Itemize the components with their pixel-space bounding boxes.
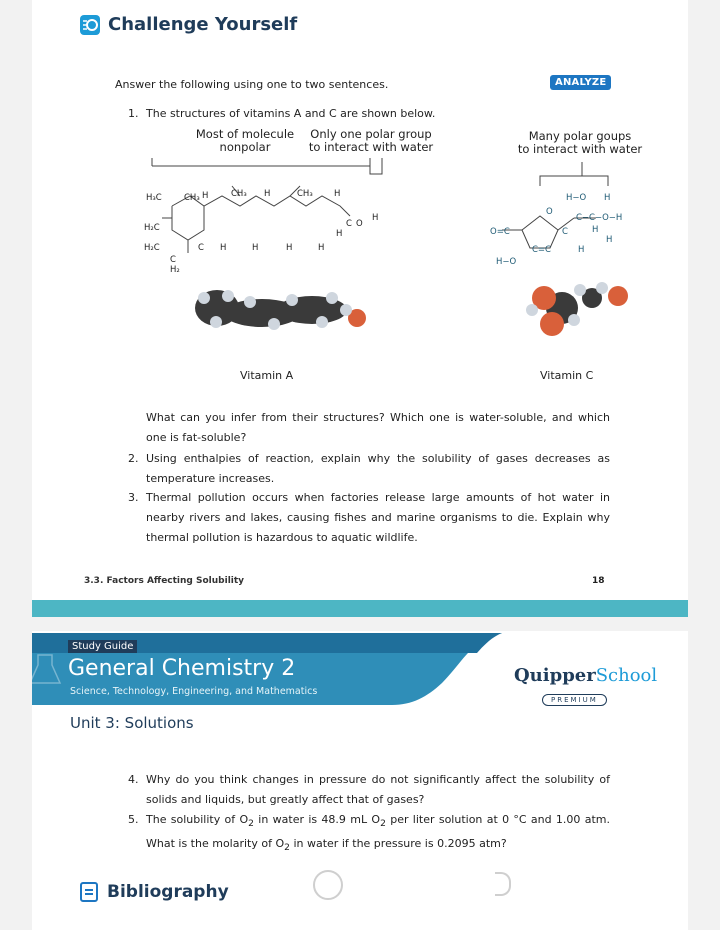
premium-badge: PREMIUM [542, 694, 607, 706]
question-text: Using enthalpies of reaction, explain why the solubility of gases decreases as temperature increases. [146, 452, 610, 485]
svg-text:H: H [202, 191, 209, 201]
footer-section: 3.3. Factors Affecting Solubility [84, 576, 245, 586]
svg-text:H: H [372, 213, 379, 223]
svg-text:C−C−O−H: C−C−O−H [576, 213, 623, 223]
svg-text:H−O: H−O [566, 193, 587, 203]
question-2 [128, 449, 610, 489]
label-one-polar: Only one polar group to interact with water [308, 127, 434, 154]
study-guide-tag: Study Guide [68, 640, 137, 653]
svg-text:H₂: H₂ [170, 265, 180, 275]
page-divider [32, 600, 688, 617]
svg-text:H: H [220, 243, 227, 253]
label-many-polar: Many polar goups to interact with water [517, 129, 643, 156]
question-text: The structures of vitamins A and C are shown below. [146, 107, 436, 120]
svg-text:H: H [264, 189, 271, 199]
page-number: 18 [592, 576, 605, 586]
question-1-followup: What can you infer from their structures? Which one is water-soluble, and which one is fat-soluble? [146, 411, 610, 444]
section-header [80, 14, 297, 35]
instruction-text: Answer the following using one to two sentences. [115, 78, 389, 91]
svg-text:H₂C: H₂C [144, 243, 160, 253]
svg-text:H: H [578, 245, 585, 255]
svg-text:O: O [546, 207, 553, 217]
vitamin-a-model [195, 290, 366, 330]
bibliography-title: Bibliography [107, 882, 229, 902]
book-icon [80, 882, 98, 902]
svg-text:H: H [318, 243, 325, 253]
question-3 [128, 488, 610, 548]
svg-text:O=C: O=C [490, 227, 510, 237]
svg-text:C: C [562, 227, 568, 237]
page-gap [32, 617, 688, 631]
svg-text:CH₃: CH₃ [231, 189, 247, 199]
svg-text:H₃C: H₃C [146, 193, 162, 203]
svg-text:H: H [336, 229, 343, 239]
question-text: The solubility of $O_2$ in water is 48.9 mL $O_2$ per liter solution at 0 °C and 1.00 atm. What is the molarity of $O_2$ in water if the pressure is 0.2095 atm? [146, 813, 611, 854]
analyze-badge: ANALYZE [550, 75, 611, 90]
svg-text:H: H [606, 235, 613, 245]
bibliography-header [80, 882, 229, 902]
question-number: 1. [128, 107, 139, 120]
svg-text:H: H [286, 243, 293, 253]
course-subtitle: Science, Technology, Engineering, and Mathematics [70, 686, 318, 697]
question-number: 2. [128, 452, 139, 465]
svg-text:O: O [356, 219, 363, 229]
svg-text:H: H [592, 225, 599, 235]
vitamin-c-model [526, 282, 628, 336]
vitamin-c-label: Vitamin C [540, 369, 594, 382]
vitamin-c-structure [462, 158, 642, 343]
document-page [32, 0, 688, 930]
challenge-icon [80, 15, 100, 35]
svg-text:C: C [170, 255, 176, 265]
svg-text:C: C [198, 243, 204, 253]
question-number: 5. [128, 813, 139, 826]
vitamin-a-structure [132, 158, 392, 343]
section-title: Challenge Yourself [108, 14, 298, 35]
question-4 [128, 770, 610, 810]
svg-text:H−O: H−O [496, 257, 517, 267]
home-nav-icon[interactable] [313, 870, 343, 900]
quipper-logo: QuipperSchool [514, 665, 658, 686]
unit-title: Unit 3: Solutions [70, 714, 194, 732]
svg-text:H: H [604, 193, 611, 203]
label-most-nonpolar: Most of molecule nonpolar [195, 127, 295, 154]
question-number: 4. [128, 773, 139, 786]
svg-text:H₂C: H₂C [144, 223, 160, 233]
vitamin-a-label: Vitamin A [240, 369, 294, 382]
svg-text:H: H [334, 189, 341, 199]
svg-text:C=C: C=C [532, 245, 551, 255]
svg-text:H: H [252, 243, 259, 253]
back-nav-icon[interactable] [495, 872, 511, 896]
svg-text:CH₃: CH₃ [184, 193, 200, 203]
course-title: General Chemistry 2 [68, 656, 296, 681]
svg-text:C: C [346, 219, 352, 229]
question-5 [128, 810, 611, 854]
question-text: Thermal pollution occurs when factories release large amounts of hot water in nearby rivers and lakes, causing fishes and marine organisms to die. Explain why thermal pollution is hazardous to aquatic wildlife. [146, 491, 610, 544]
question-text: Why do you think changes in pressure do not significantly affect the solubility of solids and liquids, but greatly affect that of gases? [146, 773, 610, 806]
question-number: 3. [128, 491, 139, 504]
svg-text:CH₃: CH₃ [297, 189, 313, 199]
